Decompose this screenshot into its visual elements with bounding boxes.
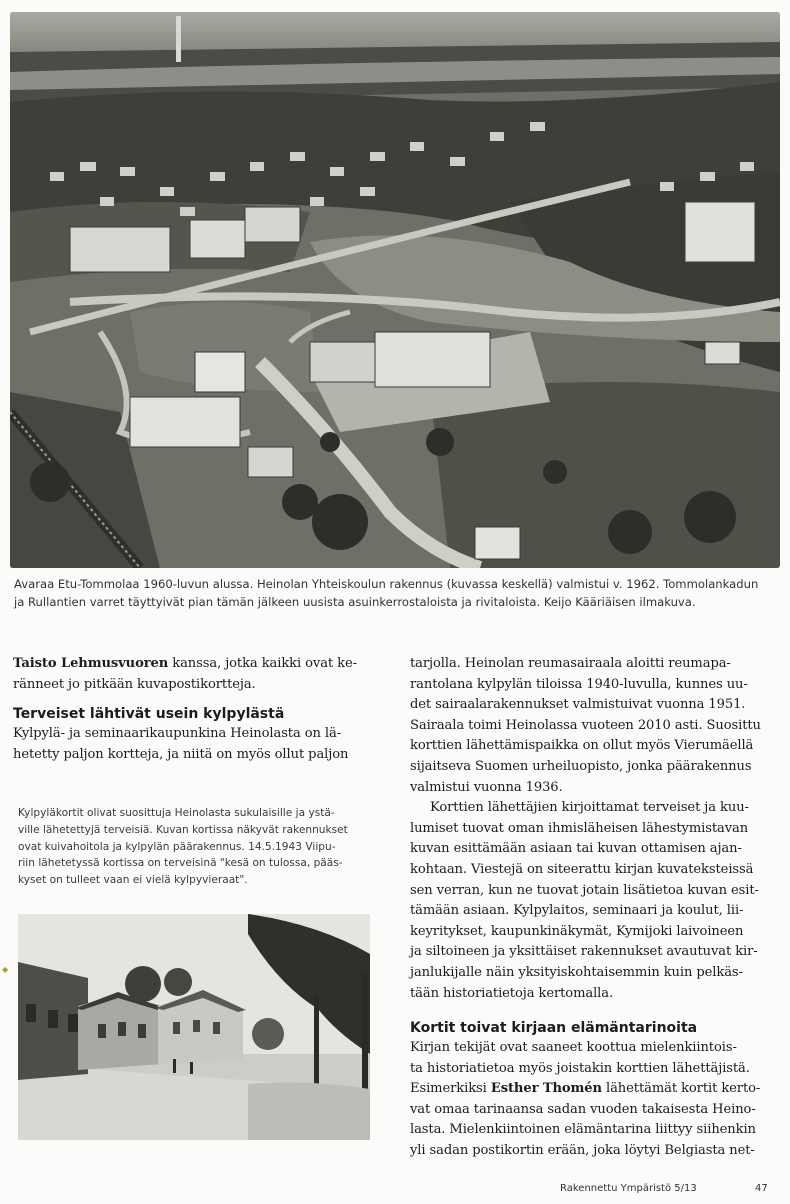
left-paragraph-1-text: kanssa, jotka kaikki ovat ke- ränneet jo pitkään kuvapostikortteja. [13,656,357,692]
page-number: 47 [755,1183,768,1194]
left-column [13,654,375,765]
left-paragraph-2: Kylpylä- ja seminaarikaupunkina Heinolasta on lä- hetetty paljon kortteja, ja niitä on myös ollut paljon [13,726,349,762]
aerial-photo [10,12,780,568]
postcard-photo [18,914,370,1140]
right-paragraph-1: tarjolla. Heinolan reumasairaala aloitti reumapa- rantolana kylpylän tiloissa 1940-luvulla, kunnes uu- det sairaalarakennukset valmistuivat vuonna 1951. Sairaala toimi Heinolassa vuoteen 2010 asti. Suosittu korttien lähettämispaikka on ollut myös Vierumäellä sijaitseva Suomen urheiluopisto, jonka päärakennus valmistui vuonna 1936. [410,656,761,795]
aerial-photo-illustration [10,12,780,568]
right-paragraph-3-text-a: Kirjan tekijät ovat saaneet koottua mielenkiintois- ta historiatietoa myös joistakin korttien lähettäjistä. Esimerkiksi [410,1040,750,1097]
top-photo-caption: Avaraa Etu-Tommolaa 1960-luvun alussa. Heinolan Yhteiskoulun rakennus (kuvassa keskellä) valmistui v. 1962. Tommolankadun ja Rullantien varret täyttyivät pian tämän jälkeen uusista asuinkerrostaloista ja rivitaloista. Keijo Kääriäisen ilmakuva. [14,577,759,609]
margin-mark-icon: ◆ [2,965,9,974]
left-paragraph-1 [13,654,375,695]
section-heading-spa: Terveiset lähtivät usein kylpylästä [13,706,285,723]
right-paragraph-2: Korttien lähettäjien kirjoittamat terveiset ja kuu- lumiset tuovat oman ihmisläheisen lähestymistavan kuvan esittämään asiaan tai kuvan ottamisen ajan- kohtaan. Viestejä on siteerattu kirjan kuvateksteissä sen verran, kun ne tuovat jotain lisätietoa kuvan esit- tämään asiaan. Kylpylaitos, seminaari ja koulut, lii- keyritykset, kaupunkinäkymät, Kymijoki laivoineen ja siltoineen ja yksittäiset rakennukset avautuvat kir- janlukijalle näin yksityiskohtaisemmin kuin pelkäs- tään historiatietoja kertomalla. [410,800,759,1001]
postcard-photo-illustration [18,914,370,1140]
right-paragraph-3 [410,1038,782,1162]
postcard-caption: Kylpyläkortit olivat suosittuja Heinolasta sukulaisille ja ystä- ville lähetettyjä terveisiä. Kuvan kortissa näkyvät rakennukset ovat kuivahoitola ja kylpylän päärakennus. 14.5.1943 Viipu- riin lähetetyssä kortissa on terveisinä "kesä on tulossa, pääs- kyset on tulleet vaan ei vielä kylpyvieraat". [18,807,348,887]
person-name-bold: Taisto Lehmusvuoren [13,656,169,671]
right-column [410,654,782,1162]
section-heading-life-stories: Kortit toivat kirjaan elämäntarinoita [410,1020,698,1037]
person-name-bold: Esther Thomén [490,1081,602,1097]
right-paragraph-3-text-b: lähettämät kortit kerto- vat omaa tarinaansa sadan vuoden takaisesta Heino- lasta. Mielenkiintoinen elämäntarina liittyy siihenkin yli sadan postikortin erään, joka löytyi Belgiasta net- [410,1081,761,1159]
publication-name: Rakennettu Ympäristö 5/13 [560,1183,697,1194]
